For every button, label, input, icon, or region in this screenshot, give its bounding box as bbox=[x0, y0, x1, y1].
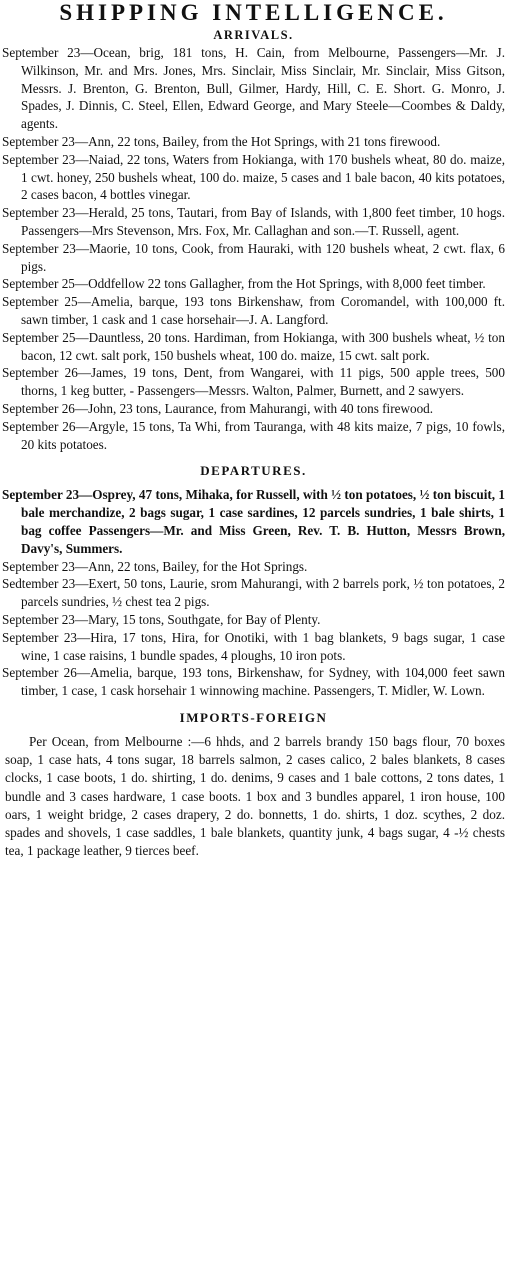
departure-entry: September 23—Ann, 22 tons, Bailey, for the Hot Springs. bbox=[2, 558, 308, 574]
arrival-entry: September 26—James, 19 tons, Dent, from Wangarei, with 11 pigs, 500 apple trees, 500 thorns, 1 keg butter, - Passengers—Messrs. Walton, Palmer, Burnett, and 2 sawyers. bbox=[2, 365, 505, 399]
arrival-entry: September 26—John, 23 tons, Laurance, from Mahurangi, with 40 tons firewood. bbox=[2, 400, 434, 416]
masthead-title: SHIPPING INTELLIGENCE. bbox=[59, 0, 448, 25]
departures-section bbox=[2, 462, 505, 700]
arrival-entry: September 23—Herald, 25 tons, Tautari, from Bay of Islands, with 1,800 feet timber, 10 hogs. Passengers—Mrs Stevenson, Mrs. Fox, Mr. Callaghan and son.—T. Russell, agent. bbox=[2, 205, 505, 238]
arrivals-heading: ARRIVALS. bbox=[213, 28, 294, 42]
departure-entry: September 26—Amelia, barque, 193 tons, Birkenshaw, for Sydney, with 104,000 feet sawn timber, 1 case, 1 cask horsehair 1 winnowing machine. Passengers, T. Midler, W. Lown. bbox=[2, 665, 505, 699]
departure-entry: September 23—Osprey, 47 tons, Mihaka, for Russell, with ½ ton potatoes, ½ ton biscuit, 1 bale merchandize, 2 bags sugar, 1 case sardines, 12 parcels sundries, 1 bale shirts, 1 bag coffee Passengers—Mr. and Miss Green, Rev. T. B. Hutton, Messrs Brown, Davy's, Summers. bbox=[2, 487, 505, 556]
imports-paragraph: Per Ocean, from Melbourne :—6 hhds, and 2 barrels brandy 150 bags flour, 70 boxes soap, 1 case hats, 4 tons sugar, 18 barrels salmon, 2 cases calico, 2 bales blankets, 8 cases clocks, 1 case boots, 1 do. shirting, 1 do. denims, 9 cases and 1 bale cottons, 2 tons dates, 1 bundle and 3 cases hardware, 1 case boots. 1 box and 3 bundles apparel, 1 iron house, 100 oars, 1 weight bridge, 2 cases drapery, 2 do. bonnetts, 1 do. shirts, 1 doz. scythes, 2 doz. spades and shovels, 1 case saddles, 1 bale blankets, quantity junk, 4 bags sugar, 4 -½ chests tea, 1 package leather, 9 tierces beef. bbox=[5, 733, 505, 859]
arrivals-list bbox=[2, 44, 505, 453]
arrival-entry: September 23—Ocean, brig, 181 tons, H. Cain, from Melbourne, Passengers—Mr. J. Wilkinson, Mr. and Mrs. Jones, Mrs. Sinclair, Miss Sinclair, Mr. Sinclair, Miss Gitson, Messrs. J. Brenton, G. Brenton, Bull, Gilmer, Hardy, Hill, C. E. Short. G. Monro, J. Spades, J. Dinnis, C. Steel, Ellen, Edward George, and Mary Steele—Coombes & Daldy, agents. bbox=[2, 45, 505, 132]
arrival-entry: September 26—Argyle, 15 tons, Ta Whi, from Tauranga, with 48 kits maize, 7 pigs, 10 fowls, 20 kits potatoes. bbox=[2, 418, 505, 452]
arrival-entry: September 23—Maorie, 10 tons, Cook, from Hauraki, with 120 bushels wheat, 2 cwt. flax, 6 pigs. bbox=[2, 240, 505, 274]
arrival-entry: September 25—Amelia, barque, 193 tons Birkenshaw, from Coromandel, with 100,000 ft. sawn timber, 1 cask and 1 case horsehair—J. A. Langford. bbox=[2, 294, 505, 327]
departure-entry: September 23—Mary, 15 tons, Southgate, for Bay of Plenty. bbox=[2, 611, 321, 627]
departure-entry: Sedtember 23—Exert, 50 tons, Laurie, srom Mahurangi, with 2 barrels pork, ½ ton potatoes, 2 parcels sundries, ½ chest tea 2 pigs. bbox=[2, 576, 505, 610]
departures-heading: DEPARTURES. bbox=[200, 463, 307, 479]
departure-entry: September 23—Hira, 17 tons, Hira, for Onotiki, with 1 bag blankets, 9 bags sugar, 1 case wine, 1 case raisins, 1 bundle spades, 4 ploughs, 10 iron pots. bbox=[2, 629, 505, 663]
departures-list bbox=[2, 486, 505, 700]
arrival-entry: September 25—Oddfellow 22 tons Gallagher, from the Hot Springs, with 8,000 feet timber. bbox=[2, 276, 486, 292]
arrival-entry: September 23—Ann, 22 tons, Bailey, from the Hot Springs, with 21 tons firewood. bbox=[2, 133, 441, 149]
arrivals-section bbox=[2, 26, 505, 453]
imports-section bbox=[2, 709, 505, 860]
arrival-entry: September 25—Dauntless, 20 tons. Hardiman, from Hokianga, with 300 bushels wheat, ½ ton bacon, 12 cwt. salt pork, 150 bushels wheat, 100 do. maize, 15 cwt. salt pork. bbox=[2, 329, 505, 363]
arrival-entry: September 23—Naiad, 22 tons, Waters from Hokianga, with 170 bushels wheat, 80 do. maize, 1 cwt. honey, 250 bushels wheat, 100 do. maize, 5 cases and 1 bale bacon, 40 kits potatoes, 2 cases bacon, 4 bottles vinegar. bbox=[2, 151, 505, 203]
imports-heading: IMPORTS-FOREIGN bbox=[179, 709, 328, 725]
